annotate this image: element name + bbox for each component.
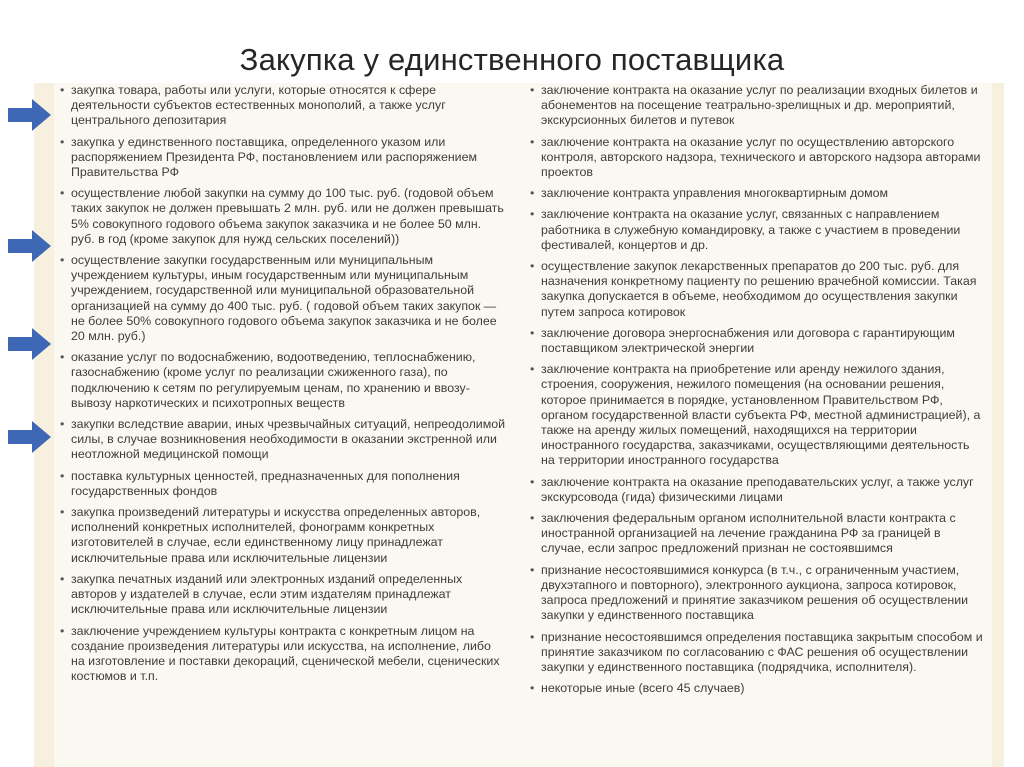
list-item: • заключение контракта на оказание преподавательских услуг, а также услуг экскурсовода (гида) физическими лицами bbox=[530, 475, 986, 505]
arrow-right-icon bbox=[8, 98, 52, 132]
list-item: • закупка товара, работы или услуги, которые относятся к сфере деятельности субъектов естественных монополий, а также услуг центрального депозитария bbox=[60, 83, 506, 129]
list-item: • поставка культурных ценностей, предназначенных для пополнения государственных фондов bbox=[60, 469, 506, 499]
list-item: • некоторые иные (всего 45 случаев) bbox=[530, 681, 986, 696]
list-item: • осуществление закупок лекарственных препаратов до 200 тыс. руб. для назначения конкретному пациенту по решению врачебной комиссии. Такая закупка допускается в объеме, необходимом до осуществления закупки путем запроса котировок bbox=[530, 259, 986, 320]
page-title: Закупка у единственного поставщика bbox=[239, 42, 785, 77]
left-column bbox=[60, 83, 506, 690]
list-item: • закупка у единственного поставщика, определенного указом или распоряжением Президента РФ, постановлением или распоряжением Правительства РФ bbox=[60, 135, 506, 181]
list-item: • закупка печатных изданий или электронных изданий определенных авторов у издателей в случае, если этим издателям принадлежат исключительные права или исключительные лицензии bbox=[60, 572, 506, 618]
list-item: • закупки вследствие аварии, иных чрезвычайных ситуаций, непреодолимой силы, в случае возникновения необходимости в оказании экстренной или неотложной медицинской помощи bbox=[60, 417, 506, 463]
arrow-right-icon bbox=[8, 327, 52, 361]
list-item: • заключение договора энергоснабжения или договора с гарантирующим поставщиком электрической энергии bbox=[530, 326, 986, 356]
content-sheet bbox=[54, 83, 992, 767]
list-item: • заключение контракта на оказание услуг по осуществлению авторского контроля, авторского надзора, технического и авторского надзора авторами проектов bbox=[530, 135, 986, 181]
arrow-right-icon bbox=[8, 420, 52, 454]
list-item: • заключение учреждением культуры контракта с конкретным лицом на создание произведения литературы или искусства, на исполнение, либо на изготовление и поставки декораций, сценической мебели, сценических костюмов и т.п. bbox=[60, 624, 506, 685]
list-item: • признание несостоявшимися конкурса (в т.ч., с ограниченным участием, двухэтапного и повторного), электронного аукциона, запроса котировок, запроса предложений и принятие заказчиком решения об осуществлении закупки у единственного поставщика bbox=[530, 563, 986, 624]
list-item: • осуществление закупки государственным или муниципальным учреждением культуры, иным государственным или муниципальным учреждением, государственной или муниципальной образовательной организацией на сумму до 400 тыс. руб. ( годовой объем таких закупок — не более 50% совокупного годового объема закупок заказчика и не более 20 млн. руб.) bbox=[60, 253, 506, 344]
list-item: • заключения федеральным органом исполнительной власти контракта с иностранной организацией на лечение гражданина РФ за границей в случае, если запрос предложений признан не состоявшимся bbox=[530, 511, 986, 557]
list-item: • заключение контракта на оказание услуг по реализации входных билетов и абонементов на посещение театрально-зрелищных и др. мероприятий, экскурсионных билетов и путевок bbox=[530, 83, 986, 129]
list-item: • оказание услуг по водоснабжению, водоотведению, теплоснабжению, газоснабжению (кроме услуг по реализации сжиженного газа), по подключению к сетям по регулируемым ценам, по хранению и ввозу-вывозу наркотических и психотропных веществ bbox=[60, 350, 506, 411]
list-item: • заключение контракта управления многоквартирным домом bbox=[530, 186, 986, 201]
list-item: • заключение контракта на оказание услуг, связанных с направлением работника в служебную командировку, а также с участием в проведении фестивалей, концертов и др. bbox=[530, 207, 986, 253]
list-item: • признание несостоявшимся определения поставщика закрытым способом и принятие заказчиком по согласованию с ФАС решения об осуществлении закупки у единственного поставщика (подрядчика, исполнителя). bbox=[530, 630, 986, 676]
arrow-right-icon bbox=[8, 229, 52, 263]
list-item: • заключение контракта на приобретение или аренду нежилого здания, строения, сооружения, нежилого помещения (на основании решения, которое принимается в порядке, установленном Правительством РФ, органом государственной власти субъекта РФ, местной администрацией), а также на аренду жилых помещений, находящихся на территории иностранного государства, заказчиками, осуществляющими деятельность на территории иностранного государства bbox=[530, 362, 986, 468]
list-item: • осуществление любой закупки на сумму до 100 тыс. руб. (годовой объем таких закупок не должен превышать 2 млн. руб. или не должен превышать 5% совокупного годового объема закупок заказчика и не более 50 млн. руб. в год (кроме закупок для нужд сельских поселений)) bbox=[60, 186, 506, 247]
list-item: • закупка произведений литературы и искусства определенных авторов, исполнений конкретных исполнителей, фонограмм конкретных изготовителей в случае, если единственному лицу принадлежат исключительные права или исключительные лицензии bbox=[60, 505, 506, 566]
right-column bbox=[530, 83, 986, 702]
content-panel bbox=[34, 83, 1004, 767]
